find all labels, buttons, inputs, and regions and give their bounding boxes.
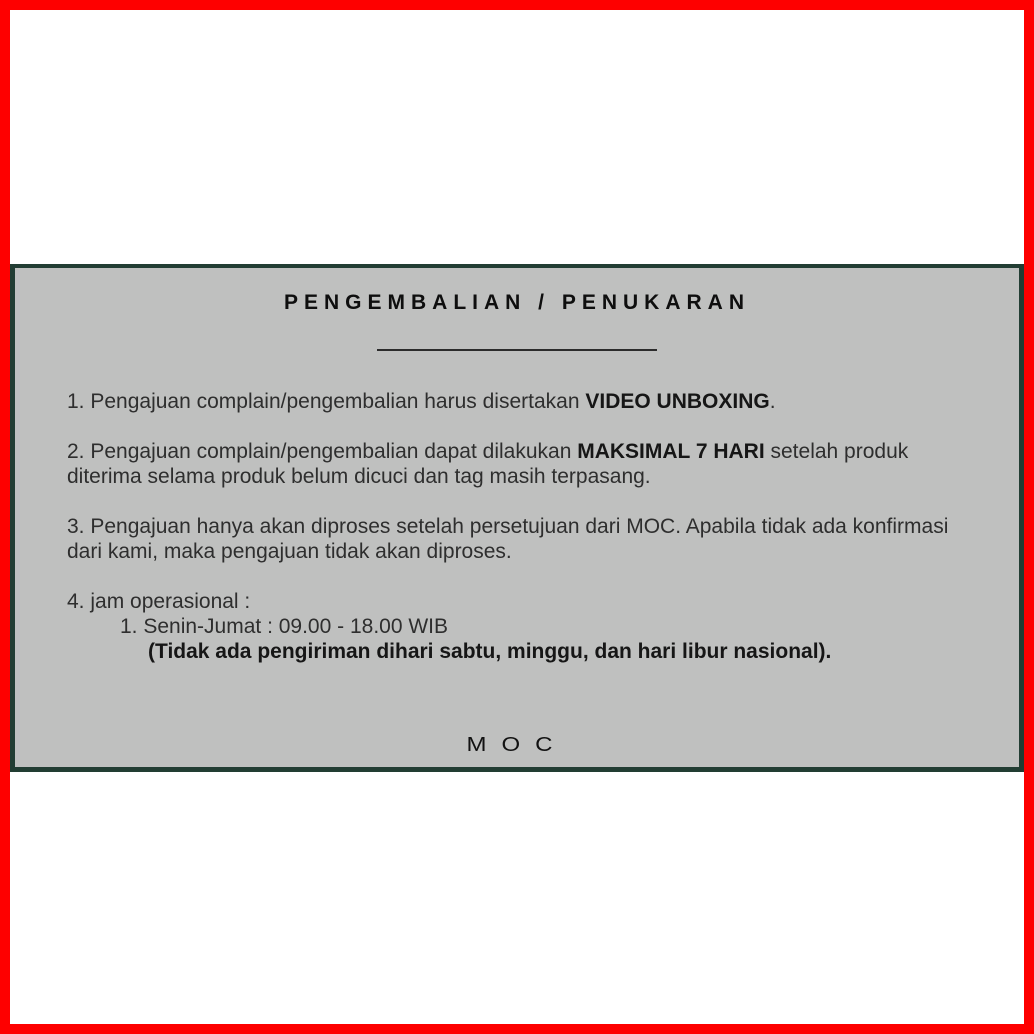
operational-hours-sub-item: 1. Senin-Jumat : 09.00 - 18.00 WIB [120, 615, 449, 638]
item4-text: 4. jam operasional : [67, 590, 251, 613]
item2-text: 2. Pengajuan complain/pengembalian dapat dilakukan [67, 440, 578, 463]
list-item-2 [67, 439, 977, 489]
emphasis-maksimal-7-hari: MAKSIMAL 7 HARI [577, 440, 765, 463]
operational-hours-note: (Tidak ada pengiriman dihari sabtu, minggu, dan hari libur nasional). [148, 640, 832, 663]
title-underline [377, 349, 657, 351]
policy-list [67, 389, 977, 664]
list-item-1 [67, 389, 977, 414]
brand-logo: MOC [466, 733, 568, 757]
list-item-3 [67, 514, 977, 564]
policy-panel [10, 264, 1024, 772]
item1-period: . [769, 390, 776, 413]
item2-text-tail: setelah produk diterima selama produk belum dicuci dan tag masih terpasang. [67, 440, 909, 488]
list-item-4 [67, 589, 977, 614]
page-title: PENGEMBALIAN / PENUKARAN [283, 291, 750, 314]
item1-text: 1. Pengajuan complain/pengembalian harus disertakan [67, 390, 586, 413]
emphasis-video-unboxing: VIDEO UNBOXING [585, 390, 770, 413]
item3-text: 3. Pengajuan hanya akan diproses setelah persetujuan dari MOC. Apabila tidak ada konfirmasi dari kami, maka pengajuan tidak akan diproses. [67, 515, 949, 563]
